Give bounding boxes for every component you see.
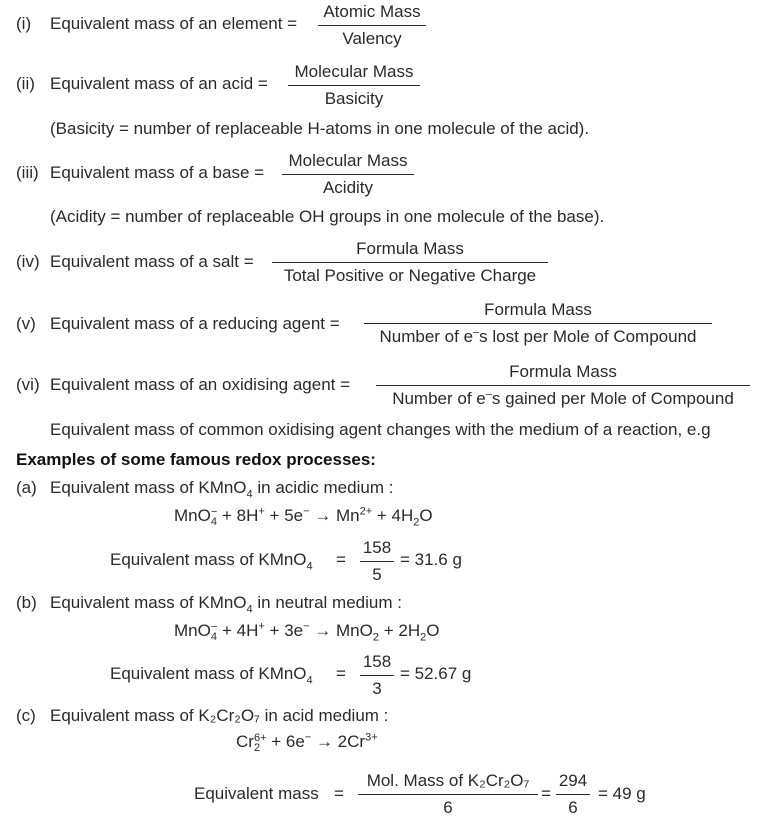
note-text: (Basicity = number of replaceable H-atoms in one molecule of the acid). [50,119,590,138]
fraction-numerator: Mol. Mass of K₂Cr₂O₇ [366,771,530,790]
fraction-numerator: Formula Mass [484,300,592,319]
example-title: Equivalent mass of KMnO$_4$ in acidic medium : [50,478,394,501]
definition-label: Equivalent mass of a salt = [50,252,254,271]
fraction-bar [360,675,394,676]
definition-label: Equivalent mass of an oxidising agent = [50,375,351,394]
result-a: = 31.6 g [400,550,462,569]
item-number: (v) [16,314,36,333]
fraction-bar [556,794,590,795]
fraction-bar [376,385,750,386]
definition-label: Equivalent mass of an element = [50,14,298,33]
fraction-salt [272,239,548,286]
item-number: (i) [16,14,32,33]
fraction-denominator: 5 [372,565,382,584]
fraction-acid [288,62,420,109]
fraction-294 [556,771,590,818]
result-c: = 49 g [598,784,646,803]
item-number: (c) [16,706,36,725]
item-number: (vi) [16,375,40,394]
fraction-denominator: 6 [568,798,578,817]
fraction-bar [360,561,394,562]
item-number: (iv) [16,252,40,271]
fraction-denominator: Valency [342,29,402,48]
fraction-numerator: Formula Mass [509,362,617,381]
definition-label: Equivalent mass of a reducing agent = [50,314,340,333]
calc-label: Equivalent mass of KMnO$_4$ [110,664,313,687]
fraction-oxidising-agent [376,362,750,409]
item-number: (ii) [16,74,35,93]
fraction-bar [288,85,420,86]
item-number: (b) [16,593,37,612]
fraction-numerator: Molecular Mass [288,151,408,170]
reaction-equation-b: MnO − 4 + $4H^+ + 3e^- \to MnO_2 + 2H_2O$ [174,620,440,644]
fraction-kmno4-neutral [360,652,394,699]
fraction-denominator: Number of e–s lost per Mole of Compound [379,326,697,346]
calc-label: Equivalent mass [194,784,319,803]
equals-sign: = [336,664,346,683]
item-number: (iii) [16,163,39,182]
fraction-bar [364,323,712,324]
fraction-denominator: 6 [443,798,453,817]
definition-label: Equivalent mass of a base = [50,163,265,182]
equals-sign: = [336,550,346,569]
fraction-bar [272,262,548,263]
example-title: Equivalent mass of K₂Cr₂O₇ in acid medium : [50,706,389,725]
fraction-mol-mass [358,771,538,818]
fraction-denominator: Acidity [322,178,374,197]
fraction-denominator: 3 [372,679,382,698]
fraction-denominator: Total Positive or Negative Charge [283,266,537,285]
fraction-numerator: 158 [362,652,392,671]
item-number: (a) [16,478,37,497]
reaction-equation-c: Cr 6+ 2 + $6e^- \to 2Cr^{3+}$ [236,731,378,754]
fraction-numerator: Molecular Mass [294,62,414,81]
fraction-reducing-agent [364,300,712,347]
fraction-element [318,2,426,49]
fraction-denominator: Number of e–s gained per Mole of Compound [392,388,734,408]
fraction-denominator: Basicity [324,89,384,108]
equals-sign: = [334,784,344,803]
result-b: = 52.67 g [400,664,472,683]
mid-equals-sign: = [541,784,551,803]
note-text: (Acidity = number of replaceable OH groups in one molecule of the base). [50,207,605,226]
definition-label: Equivalent mass of an acid = [50,74,268,93]
calc-label: Equivalent mass of KMnO$_4$ [110,550,313,573]
fraction-numerator: 294 [558,771,588,790]
fraction-numerator: Formula Mass [356,239,464,258]
fraction-kmno4-acidic [360,538,394,585]
fraction-bar [318,25,426,26]
fraction-numerator: 158 [362,538,392,557]
examples-heading: Examples of some famous redox processes: [16,450,376,469]
note-text: Equivalent mass of common oxidising agent changes with the medium of a reaction, e.g [50,420,711,439]
example-title: Equivalent mass of KMnO$_4$ in neutral medium : [50,593,402,616]
reaction-equation-a: MnO − 4 + $8H^+ + 5e^- \to Mn^{2+} + 4H_2O$ [174,505,433,529]
fraction-bar [358,794,538,795]
fraction-base [282,151,414,198]
fraction-numerator: Atomic Mass [323,2,421,21]
fraction-bar [282,174,414,175]
